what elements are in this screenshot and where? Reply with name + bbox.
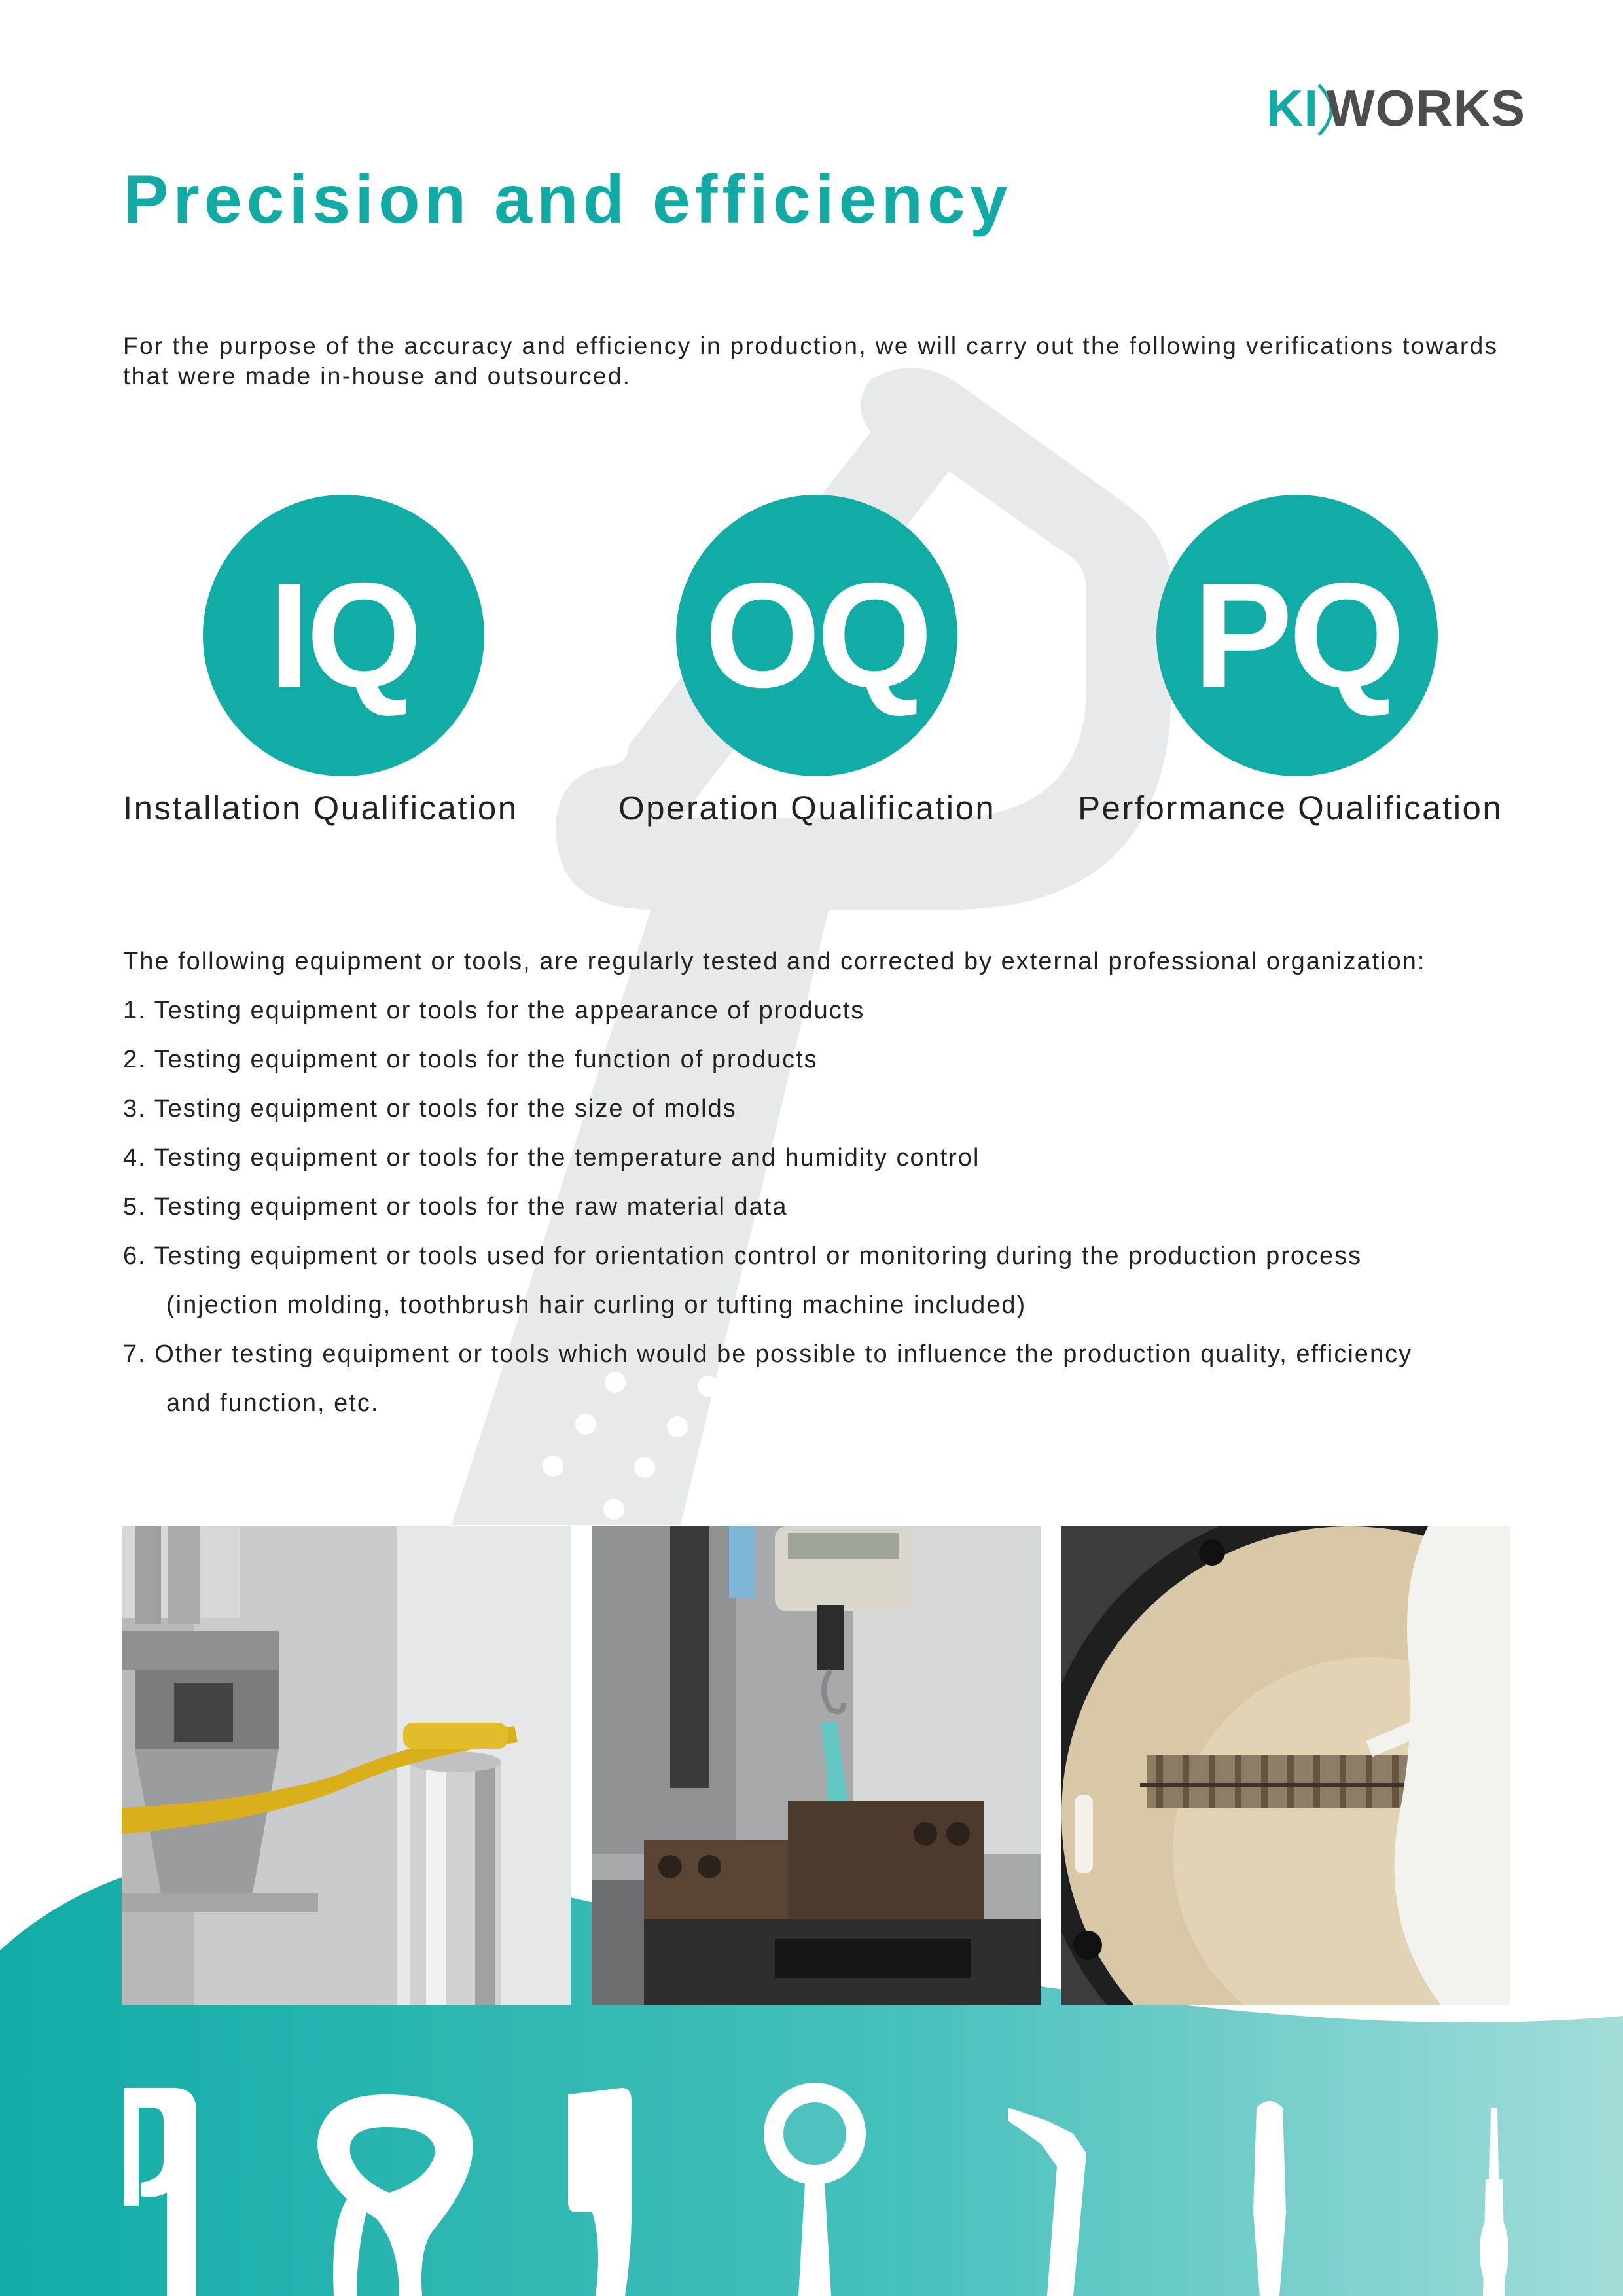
list-item-continuation: and function, etc. [166, 1390, 380, 1417]
equipment-section [123, 937, 1530, 1428]
kiworks-logo [1266, 79, 1525, 144]
toothbrush-bend-test-photo [122, 1526, 571, 2005]
ring-tongue-cleaner-icon [764, 2083, 866, 2296]
tongue-cleaner-icon [317, 2094, 473, 2296]
oq-circle: OQ [676, 495, 957, 776]
list-item-continuation: (injection molding, toothbrush hair curling or tufting machine included) [166, 1291, 1027, 1319]
floss-pick-pull-test-photo [592, 1526, 1041, 2005]
list-item: 5. Testing equipment or tools for the raw material data [123, 1193, 788, 1221]
angled-interdental-brush-icon [1008, 2108, 1086, 2296]
toothbrush-icon [1253, 2101, 1286, 2296]
iq-circle: IQ [203, 495, 484, 776]
iq-label: Installation Qualification [123, 789, 518, 827]
logo-works-text: WORKS [1327, 79, 1525, 137]
equipment-heading: The following equipment or tools, are regularly tested and corrected by external professional organization: [123, 948, 1426, 975]
list-item: 2. Testing equipment or tools for the function of products [123, 1046, 818, 1073]
interdental-brush-inspection-photo [1061, 1526, 1510, 2005]
logo-ki-text: KI [1266, 79, 1319, 137]
product-icons [0, 2081, 1623, 2296]
interdental-brush-icon [1480, 2108, 1508, 2296]
pq-label: Performance Qualification [1078, 789, 1503, 827]
list-item: 1. Testing equipment or tools for the appearance of products [123, 997, 865, 1024]
list-item: 4. Testing equipment or tools for the temperature and humidity control [123, 1144, 980, 1172]
pq-circle: PQ [1156, 495, 1438, 776]
list-item: 3. Testing equipment or tools for the size of molds [123, 1095, 737, 1122]
page-title: Precision and efficiency [123, 162, 1012, 238]
oq-label: Operation Qualification [618, 789, 996, 827]
list-item: 6. Testing equipment or tools used for orientation control or monitoring during the production process [123, 1242, 1363, 1270]
intro-paragraph: For the purpose of the accuracy and efficiency in production, we will carry out the following verifications towards that were made in-house and outsourced. [123, 332, 1499, 389]
floss-pick-icon [124, 2088, 196, 2296]
list-item: 7. Other testing equipment or tools which would be possible to influence the production quality, efficiency [123, 1340, 1413, 1368]
toothbrush-head-icon [568, 2088, 632, 2296]
